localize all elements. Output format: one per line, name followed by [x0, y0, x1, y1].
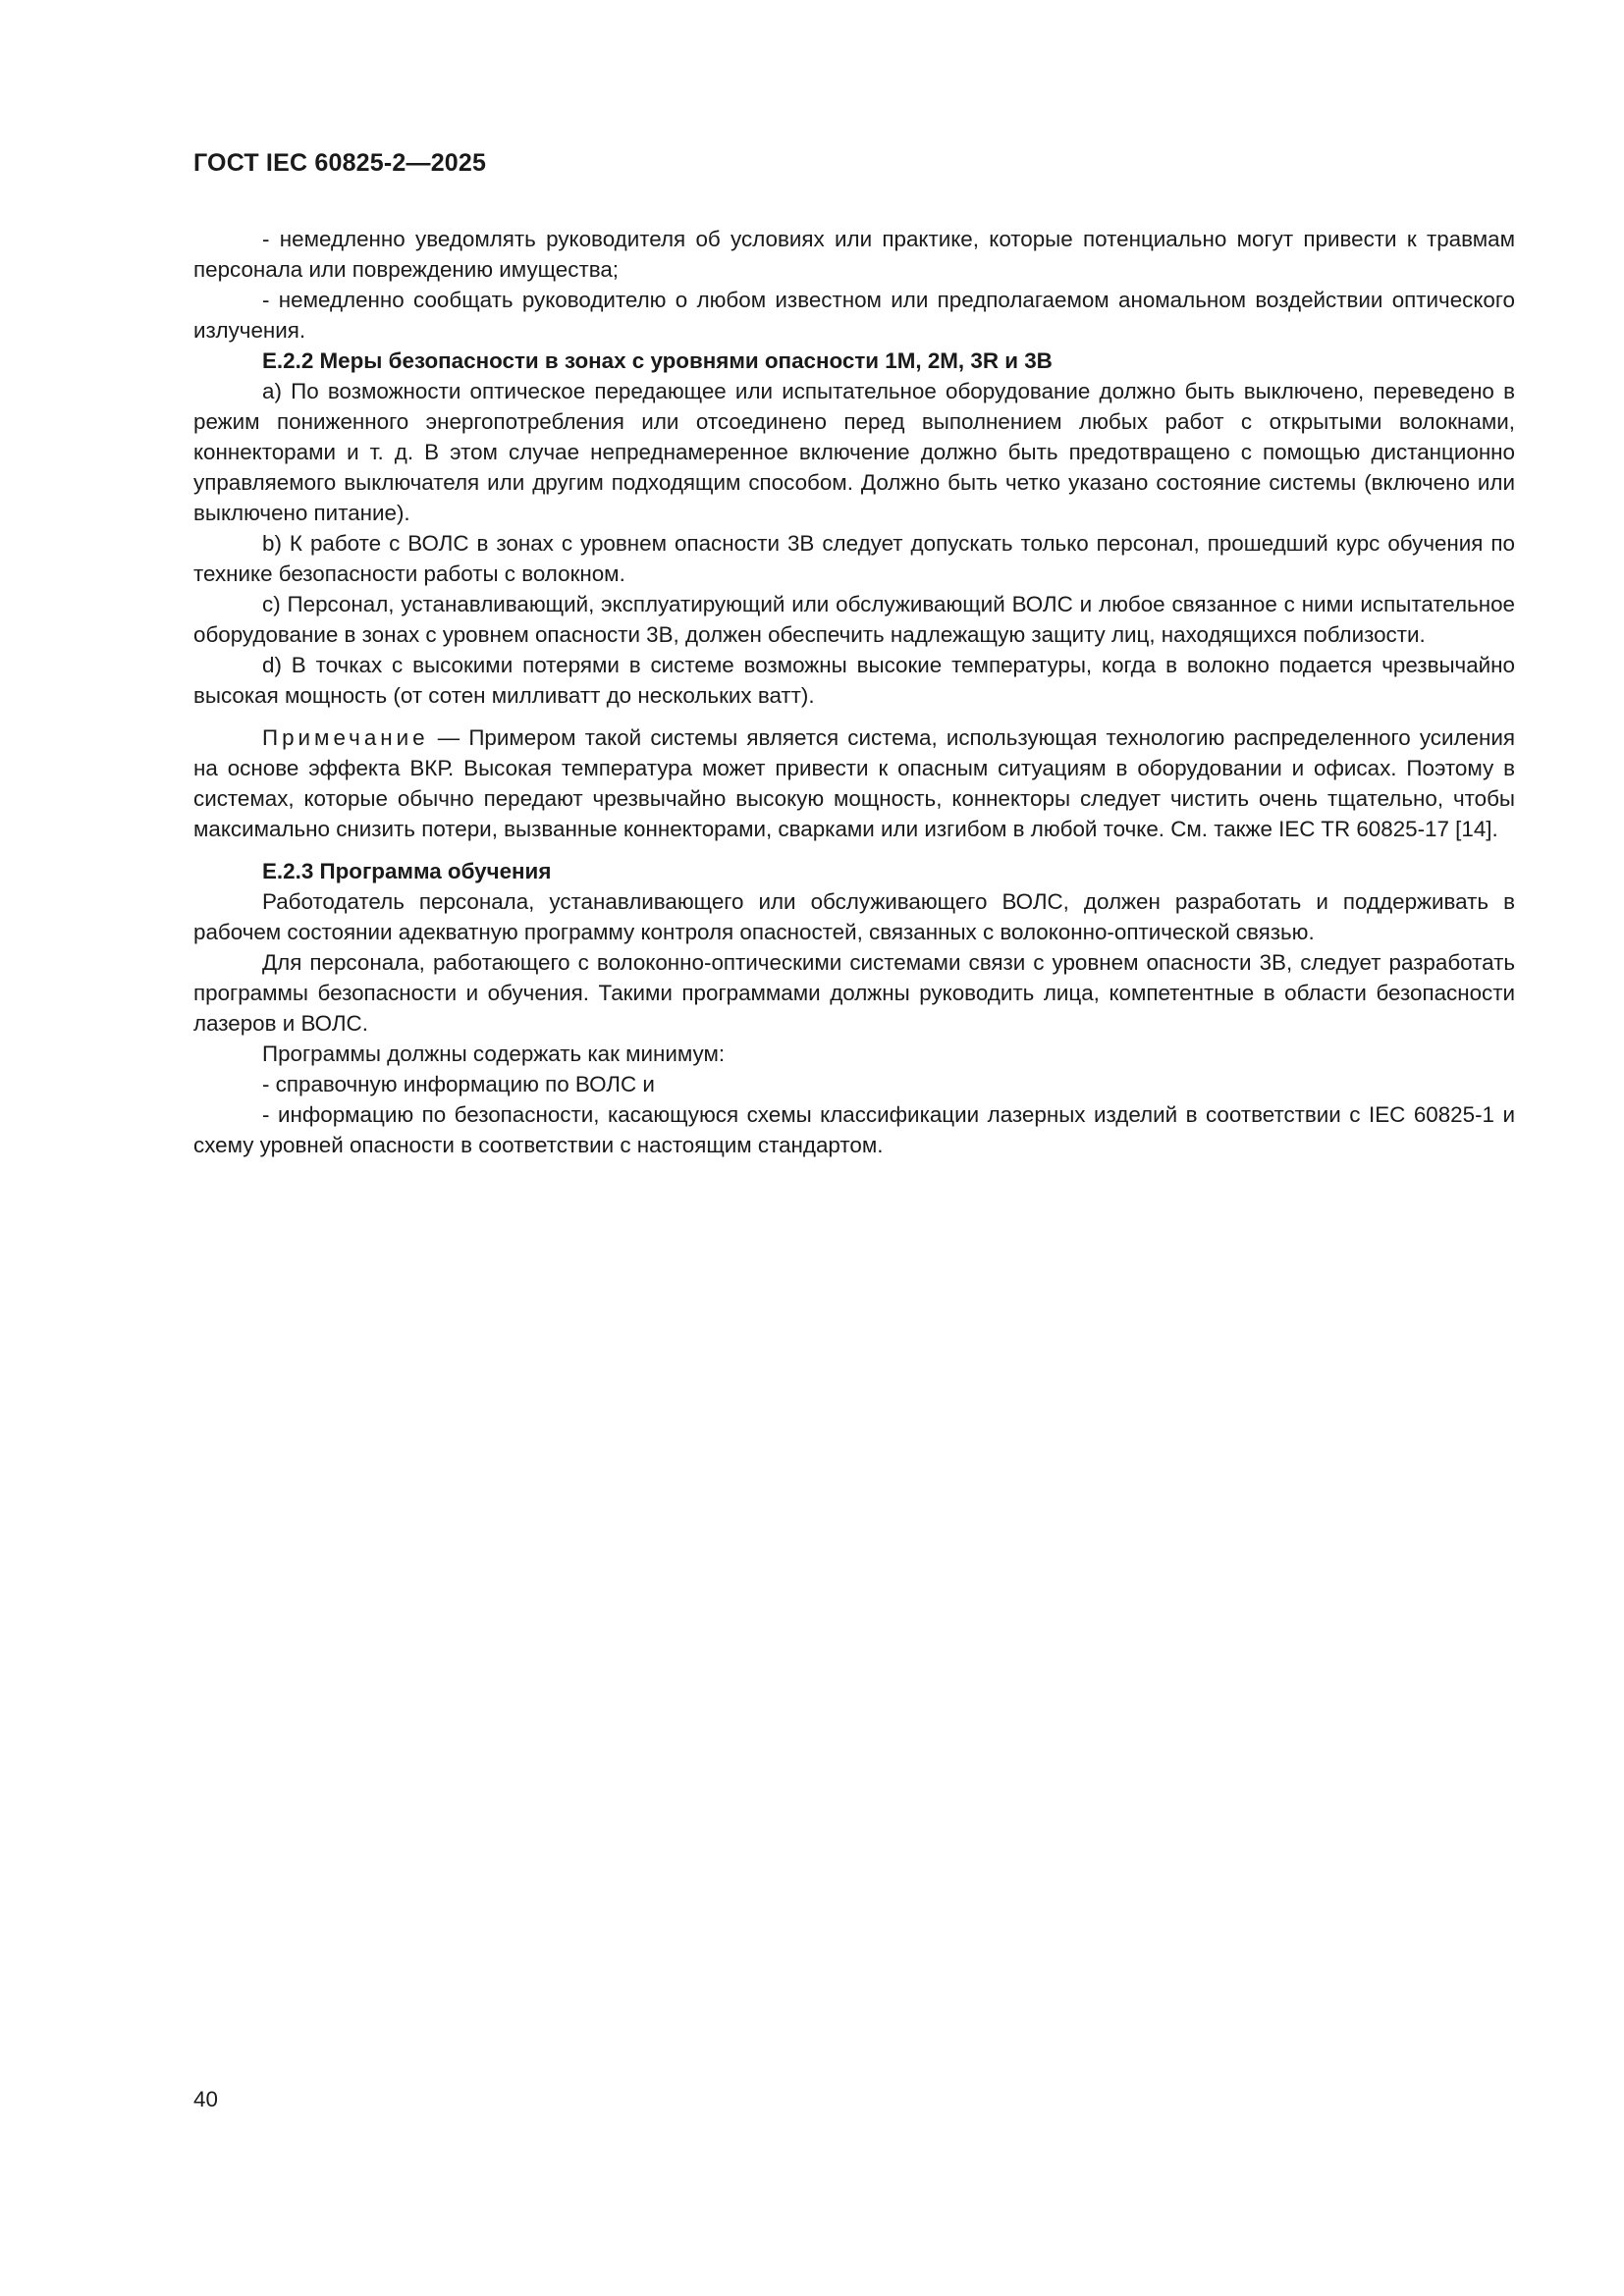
list-item-a: а) По возможности оптическое передающее или испытательное оборудование должно быть выключено, переведено в режим пониженного энергопотребления или отсоединено перед выполнением любых работ с открытыми волокнами, коннекторами и т. д. В этом случае непреднамеренное включение должно быть предотвращено с помощью дистанционно управляемого выключателя или другим подходящим способом. Должно быть четко указано состояние системы (включено или выключено питание). — [193, 379, 1515, 525]
note-label: Примечание — [262, 725, 429, 750]
document-code-header: ГОСТ IEC 60825-2—2025 — [193, 149, 487, 177]
list-item-c: c) Персонал, устанавливающий, эксплуатирующий или обслуживающий ВОЛС и любое связанное с ними испытательное оборудование в зонах с уровнем опасности 3В, должен обеспечить надлежащую защиту лиц, находящихся поблизости. — [193, 592, 1515, 647]
list-item-b: b) К работе с ВОЛС в зонах с уровнем опасности 3В следует допускать только персонал, прошедший курс обучения по технике безопасности работы с волокном. — [193, 531, 1515, 586]
section-heading-e23: Е.2.3 Программа обучения — [262, 859, 552, 883]
bullet-item: - информацию по безопасности, касающуюся схемы классификации лазерных изделий в соответствии с IEC 60825-1 и схему уровней опасности в соответствии с настоящим стандартом. — [193, 1102, 1515, 1157]
bullet-item: - немедленно уведомлять руководителя об условиях или практике, которые потенциально могут привести к травмам персонала или повреждению имущества; — [193, 227, 1515, 282]
bullet-item: - справочную информацию по ВОЛС и — [262, 1072, 655, 1096]
bullet-item: - немедленно сообщать руководителю о любом известном или предполагаемом аномальном воздействии оптического излучения. — [193, 288, 1515, 343]
note-text: — Примером такой системы является система, использующая технологию распределенного усиления на основе эффекта ВКР. Высокая температура может привести к опасным ситуациям в оборудовании и офисах. Поэтому в системах, которые обычно передают чрезвычайно высокую мощность, коннекторы следует чистить очень тщательно, чтобы максимально снизить потери, вызванные коннекторами, сварками или изгибом в любой точке. См. также IEC TR 60825-17 [14]. — [193, 725, 1515, 841]
paragraph: Работодатель персонала, устанавливающего или обслуживающего ВОЛС, должен разработать и поддерживать в рабочем состоянии адекватную программу контроля опасностей, связанных с волоконно-оптической связью. — [193, 889, 1515, 944]
paragraph: Программы должны содержать как минимум: — [262, 1041, 726, 1066]
page-number: 40 — [193, 2087, 218, 2111]
section-heading-e22: Е.2.2 Меры безопасности в зонах с уровнями опасности 1М, 2М, 3R и 3В — [262, 348, 1053, 373]
document-body — [193, 224, 1515, 1160]
note-paragraph — [193, 722, 1515, 844]
paragraph: Для персонала, работающего с волоконно-оптическими системами связи с уровнем опасности 3В, следует разработать программы безопасности и обучения. Такими программами должны руководить лица, компетентные в области безопасности лазеров и ВОЛС. — [193, 950, 1515, 1036]
list-item-d: d) В точках с высокими потерями в системе возможны высокие температуры, когда в волокно подается чрезвычайно высокая мощность (от сотен милливатт до нескольких ватт). — [193, 653, 1515, 708]
